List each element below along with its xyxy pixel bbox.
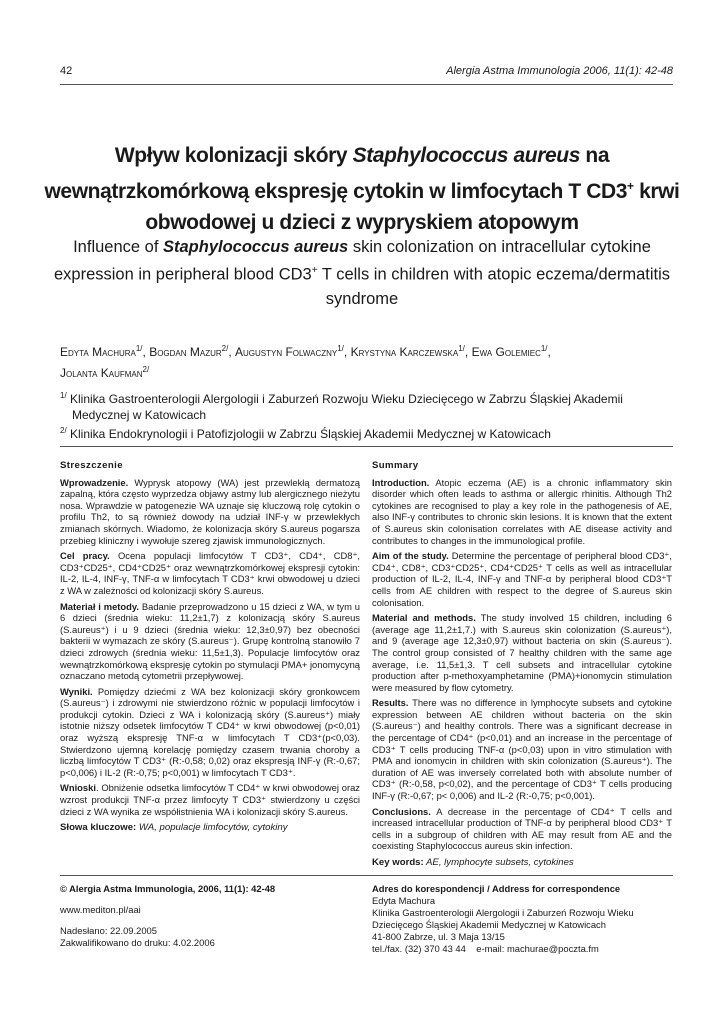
title-english-organism: Staphylococcus aureus — [163, 238, 349, 256]
page-number: 42 — [60, 65, 73, 77]
abstract-paragraph: Wnioski. Obniżenie odsetka limfocytów T CD4⁺ w krwi obwodowej oraz wzrost produkcji TNF-α przez limfocyty T CD3⁺ stwierdzony u części dzieci z WA wynika ze współistnienia WA i kolonizacji skóry S.aureus. — [60, 782, 360, 817]
author: Edyta Machura$^{1/}$, — [60, 344, 150, 359]
keywords-english: Key words: AE, lymphocyte subsets, cytokines — [372, 857, 574, 868]
publication-info — [60, 883, 360, 949]
running-header — [60, 65, 673, 81]
author: Jolanta Kaufman$^{2/}$ — [60, 365, 150, 380]
accepted-date: Zakwalifikowano do druku: 4.02.2006 — [60, 937, 215, 948]
abstract-paragraph: Aim of the study. Determine the percentage of peripheral blood CD3⁺, CD4⁺, CD8⁺, CD3⁺CD25⁺, CD4⁺CD25⁺ T cells as well as intracellular production of IL-2, IL-4, INF-γ and TNF-α by peripheral blood CD3⁺T cells from AE children with respect to the degree of S.aureus skin colonisation. — [372, 550, 672, 608]
keywords-polish: Słowa kluczowe: WA, populacje limfocytów, cytokiny — [60, 822, 288, 834]
title-polish-organism: Staphylococcus aureus — [352, 144, 580, 167]
author-list — [60, 340, 673, 382]
author: Bogdan Mazur$^{2/}$, — [149, 344, 235, 359]
abstract-polish — [60, 460, 360, 834]
abstract-paragraph: Results. There was no difference in lymphocyte subsets and cytokine expression between AE children without bacteria on the skin (S.aureus⁻) and healthy controls. There was a significant decrease in the percentage of CD4⁺ (p<0,01) and an increase in the percentage of CD3⁺ T cells producing TNF-α (p<0,03) upon in vitro stimulation with PMA and ionomycin in children with skin colonization (S.aureus⁺). The duration of AE was inversely correlated both with absolute number of CD3⁺ (R:-0,58, p<0,02), and the percentage of CD3⁺ T cells producing INF-γ (R:-0,67; p< 0,006) and IL-2 (R:-0,75; p<0,001). — [372, 697, 672, 802]
abstract-paragraph: Wyniki. Pomiędzy dziećmi z WA bez kolonizacji skóry gronkowcem (S.aureus⁻) i zdrowymi nie stwierdzono różnic w populacji limfocytów i produkcji cytokin. Dzieci z WA i kolonizacją skóry (S.aureus⁺) miały istotnie niższy odsetek limfocytów T CD4⁺ w krwi obwodowej (p<0,01) oraz wyższą ekspresję TNF-α w limfocytach T CD3⁺(p<0,03). Stwierdzono ujemną korelację pomiędzy czasem trwania choroby a liczbą limfocytów T CD3⁺ (R:-0,58; 0,02) oraz ekspresją INF-γ (R:-0,67; p<0,006) i IL-2 (R:-0,75; p<0,001) w limfocytach T CD3⁺. — [60, 685, 360, 778]
abstract-paragraph: Materiał i metody. Badanie przeprowadzono u 15 dzieci z WA, w tym u 6 dzieci (średnia wieku: 11,2±1,7) z kolonizacją skóry S.aureus (S.aureus⁺) i u 9 dzieci (średnia wieku: 12,3±0,97) bez obecności bakterii w wymazach ze skóry (S.aureus⁻). Grupę kontrolną stanowiło 7 dzieci zdrowych (średnia wieku: 11,5±1,3). Populacje limfocytów oraz wewnątrzkomórkową ekspresję cytokin po stymulacji PMA+ jonomycyną oznaczano metodą cytometrii przepływowej. — [60, 600, 360, 682]
abstract-paragraph: Introduction. Atopic eczema (AE) is a chronic inflammatory skin disorder which often leads to asthma or allergic rhinitis. Although Th2 cytokines are recognised to play a key role in the pathogenesis of AE, also INF-γ contributes to chronic skin lesions. It is known that the extent of S.aureus skin colonisation correlates with AE disease activity and contributes to changes in the immunological profile. — [372, 476, 672, 546]
correspondence-line: 41-800 Zabrze, ul. 3 Maja 13/15 — [372, 931, 505, 942]
title-polish: Wpływ kolonizacji skóry Staphylococcus aureus na wewnątrzkomórkową ekspresję cytokin w limfocytach T CD3+ krwi obwodowej u dzieci z wypryskiem atopowym — [44, 144, 680, 234]
title-english: Influence of Staphylococcus aureus skin colonization on intracellular cytokine expression in peripheral blood CD3+ T cells in children with atopic eczema/dermatitis syndrome — [53, 238, 671, 308]
author: Augustyn Folwaczny$^{1/}$, — [235, 344, 351, 359]
abstract-paragraph: Wprowadzenie. Wyprysk atopowy (WA) jest przewlekłą dermatozą zapalną, która często wyprzedza objawy astmy lub alergicznego nieżytu nosa. Wprawdzie w patogenezie WA uznaje się kluczową rolę cytokin o profilu Th2, to są również dowody na udział INF-γ w przewlekłych zmianach skórnych. Wiadomo, że kolonizacja skóry S.aureus pogarsza przebieg kliniczny i wywołuje szereg zjawisk immunologicznych. — [60, 476, 360, 546]
author: Ewa Golemiec$^{1/}$, — [471, 344, 551, 359]
footer-rule — [60, 875, 673, 876]
correspondence-line: Klinika Gastroenterologii Alergologii i Zaburzeń Rozwoju Wieku — [372, 907, 634, 918]
header-rule — [60, 84, 673, 85]
correspondence-line: Dziecięcego Śląskiej Akademii Medycznej w Katowicach — [372, 919, 606, 930]
author: Krystyna Karczewska$^{1/}$, — [350, 344, 472, 359]
affiliations — [60, 388, 673, 442]
abstract-english — [372, 460, 672, 869]
affiliation-item: $^{1/}$ Klinika Gastroenterologii Alergologii i Zaburzeń Rozwoju Wieku Dziecięcego w Zabrzu Śląskiej Akademii Medycznej w Katowicach — [60, 391, 623, 422]
copyright-line: © Alergia Astma Immunologia, 2006, 11(1): 42-48 — [60, 883, 276, 894]
received-date: Nadesłano: 22.09.2005 — [60, 925, 157, 936]
section-rule — [60, 446, 673, 447]
abstract-paragraph: Cel pracy. Ocena populacji limfocytów T CD3⁺, CD4⁺, CD8⁺, CD3⁺CD25⁺, CD4⁺CD25⁺ oraz wewnątrzkomórkowej ekspresji cytokin: IL-2, IL-4, INF-γ, TNF-α w limfocytach T CD3⁺ krwi obwodowej u dzieci z WA w zależności od kolonizacji skóry S.aureus. — [60, 550, 360, 596]
correspondence-heading: Adres do korespondencji / Address for correspondence — [372, 883, 621, 894]
correspondence-contact: tel./fax. (32) 370 43 44 e-mail: machurae@poczta.fm — [372, 943, 599, 954]
journal-url: www.mediton.pl/aai — [60, 904, 141, 915]
journal-reference: Alergia Astma Immunologia 2006, 11(1): 42-48 — [446, 65, 673, 77]
affiliation-item: $^{2/}$ Klinika Endokrynologii i Patofizjologii w Zabrzu Śląskiej Akademii Medycznej w Katowicach — [60, 426, 551, 441]
correspondence-address — [372, 883, 672, 955]
correspondence-name: Edyta Machura — [372, 895, 436, 906]
abstract-english-heading: Summary — [372, 460, 419, 471]
abstract-paragraph: Conclusions. A decrease in the percentage of CD4⁺ T cells and increased intracellular production of TNF-α by peripheral blood CD3⁺ T cells in a subgroup of children with AE may result from AE and the coexisting Staphylococcus aureus skin infection. — [372, 805, 672, 852]
abstract-paragraph: Material and methods. The study involved 15 children, including 6 (average age 11,2±1,7.) with S.aureus skin colonization (S.aureus⁺), and 9 (average age 12,3±0,97) without bacteria on skin (S.aureus⁻). The control group consisted of 7 healthy children with the same age average, i.e. 11,5±1,3. T cell subsets and intracellular cytokine production after p-methoxyamphetamine (PMA)+ionomycin stimulation were measured by flow cytometry. — [372, 612, 673, 693]
abstract-polish-heading: Streszczenie — [60, 460, 123, 471]
